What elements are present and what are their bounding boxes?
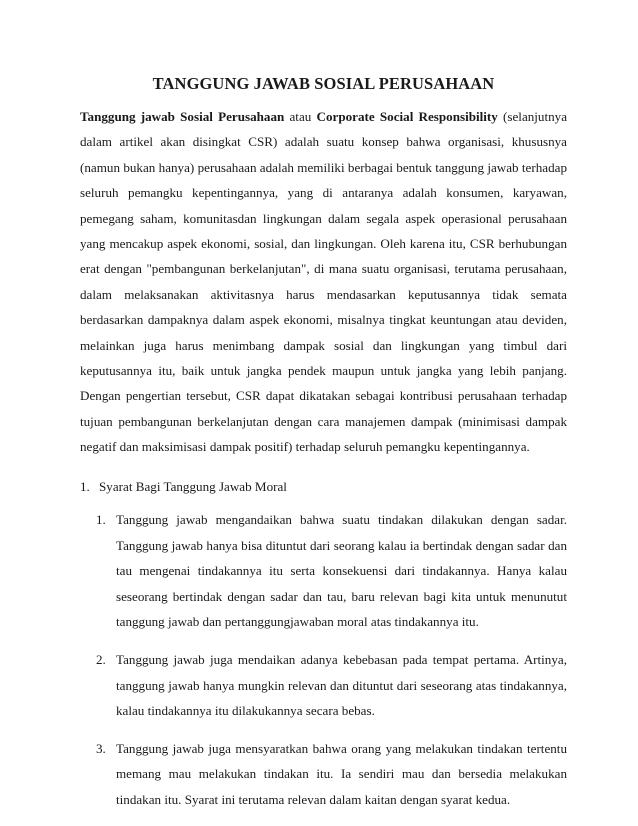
list-item-number: 2. bbox=[96, 652, 106, 668]
section-number: 1. bbox=[80, 478, 90, 494]
requirements-list bbox=[80, 507, 567, 813]
section-heading bbox=[80, 474, 567, 499]
list-item-number: 1. bbox=[96, 512, 106, 528]
list-item-text: Tanggung jawab mengandaikan bahwa suatu tindakan dilakukan dengan sadar. Tanggung jawab hanya bisa dituntut dari seorang kalau ia bertindak dengan sadar dan tau mengenai tindakannya itu serta konsekuensi dari tindakannya. Hanya kalau seseorang bertindak dengan sadar dan tau, baru relevan bagi kita untuk menunutut tanggung jawab dan pertanggungjawaban moral atas tindakannya itu. bbox=[116, 512, 567, 630]
document-title: TANGGUNG JAWAB SOSIAL PERUSAHAAN bbox=[152, 74, 495, 93]
list-item bbox=[96, 507, 567, 635]
intro-paragraph bbox=[80, 104, 567, 460]
list-item-number: 3. bbox=[96, 740, 106, 756]
term-join: atau bbox=[284, 109, 317, 124]
list-item bbox=[96, 736, 567, 813]
term-english: Corporate Social Responsibility bbox=[316, 109, 498, 124]
section-heading-text: Syarat Bagi Tanggung Jawab Moral bbox=[99, 478, 287, 494]
list-item-text: Tanggung jawab juga mendaikan adanya kebebasan pada tempat pertama. Artinya, tanggung jawab hanya mungkin relevan dan dituntut dari seseorang atas tindakannya, kalau tindakannya itu dilakukannya secara bebas. bbox=[116, 652, 567, 719]
intro-body: (selanjutnya dalam artikel akan disingkat CSR) adalah suatu konsep bahwa organisasi, khususnya (namun bukan hanya) perusahaan adalah memiliki berbagai bentuk tanggung jawab terhadap seluruh pemangku kepentingannya, yang di antaranya adalah konsumen, karyawan, pemegang saham, komunitasdan lingkungan dalam segala aspek operasional perusahaan yang mencakup aspek ekonomi, sosial, dan lingkungan. Oleh karena itu, CSR berhubungan erat dengan "pembangunan berkelanjutan", di mana suatu organisasi, terutama perusahaan, dalam melaksanakan aktivitasnya harus mendasarkan keputusannya tidak semata berdasarkan dampaknya dalam aspek ekonomi, misalnya tingkat keuntungan atau deviden, melainkan juga harus menimbang dampak sosial dan lingkungan yang timbul dari keputusannya itu, baik untuk jangka pendek maupun untuk jangka yang lebih panjang. Dengan pengertian tersebut, CSR dapat dikatakan sebagai kontribusi perusahaan terhadap tujuan pembangunan berkelanjutan dengan cara manajemen dampak (minimisasi dampak negatif dan maksimisasi dampak positif) terhadap seluruh pemangku kepentingannya. bbox=[80, 109, 568, 455]
list-item bbox=[96, 647, 567, 724]
list-item-text: Tanggung jawab juga mensyaratkan bahwa orang yang melakukan tindakan tertentu memang mau melakukan tindakan itu. Ia sendiri mau dan bersedia melakukan tindakan itu. Syarat ini terutama relevan dalam kaitan dengan syarat kedua. bbox=[116, 740, 567, 808]
term-indonesian: Tanggung jawab Sosial Perusahaan bbox=[80, 109, 285, 124]
